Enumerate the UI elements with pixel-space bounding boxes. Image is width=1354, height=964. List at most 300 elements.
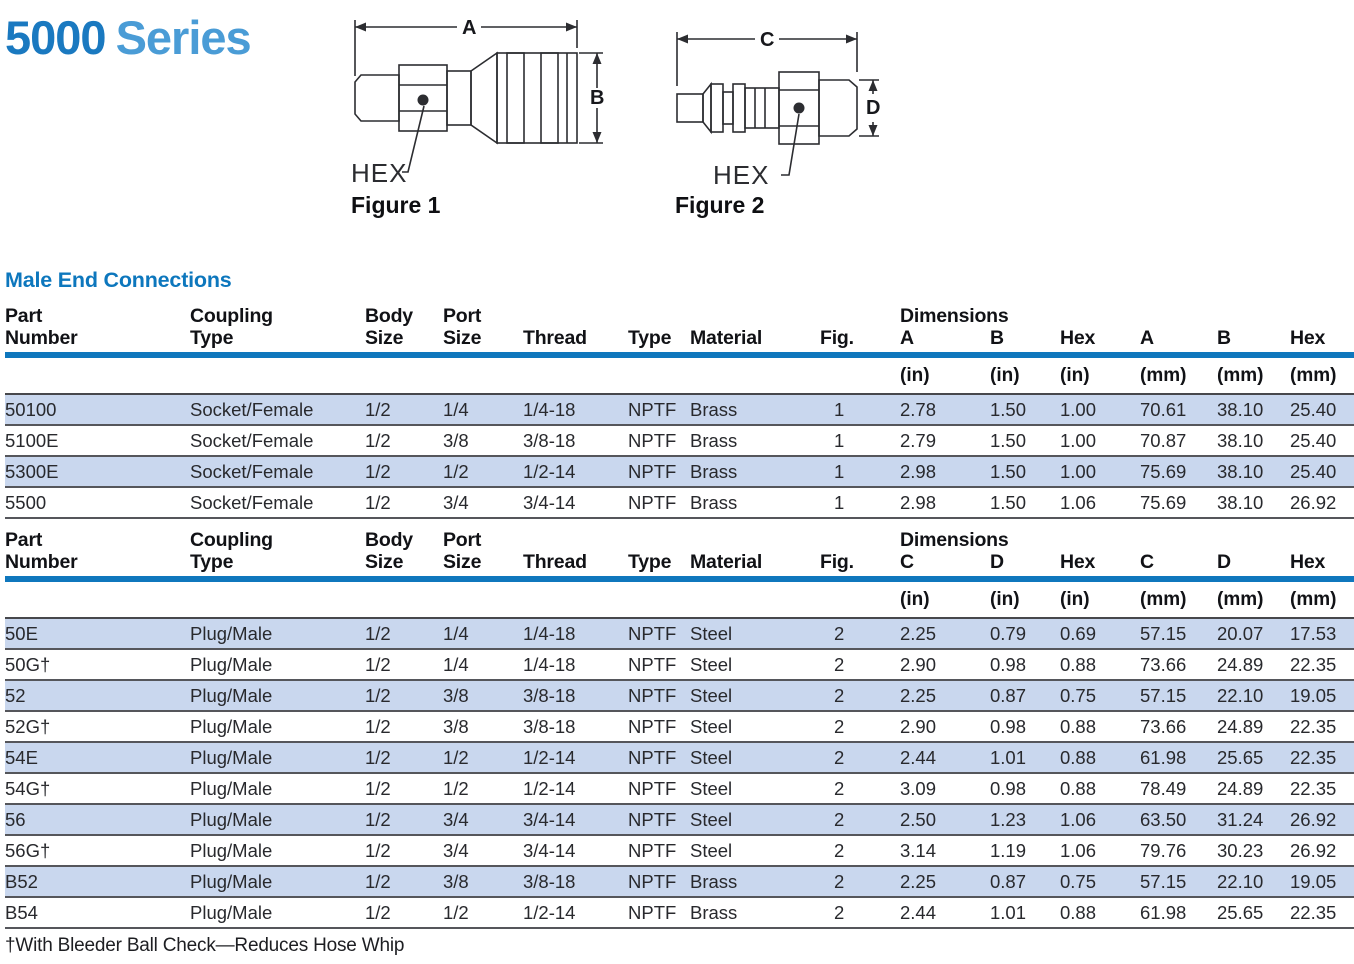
cell-hex-in: 1.00	[1060, 456, 1140, 487]
unit-cell	[190, 355, 365, 394]
cell-thread: 3/8-18	[523, 425, 628, 456]
dimension-label-a: A	[462, 17, 477, 39]
cell-dim-c-mm: 73.66	[1140, 711, 1217, 742]
cell-thread: 3/8-18	[523, 866, 628, 897]
plug-ridge-1	[711, 84, 723, 132]
table-row-56	[5, 804, 1354, 835]
cell-fig: 2	[820, 711, 900, 742]
cell-hex-mm: 25.40	[1290, 394, 1354, 425]
unit-cell	[690, 579, 820, 618]
column-header-body-size	[365, 527, 443, 579]
header-line2: Size	[365, 551, 404, 573]
cell-body-size: 1/2	[365, 680, 443, 711]
header-line1: Coupling	[190, 305, 273, 327]
cell-thread: 3/4-14	[523, 835, 628, 866]
column-header-port-size	[443, 527, 523, 579]
cell-dim-d-mm: 30.23	[1217, 835, 1290, 866]
header-line1: Body	[365, 305, 413, 327]
cell-part-number: 56G†	[5, 835, 190, 866]
cell-dim-d-in: 0.98	[990, 773, 1060, 804]
cell-port-size: 3/4	[443, 804, 523, 835]
cell-part-number: 5300E	[5, 456, 190, 487]
cell-port-size: 3/8	[443, 425, 523, 456]
cell-part-number: B52	[5, 866, 190, 897]
header-line2: D	[990, 551, 1004, 573]
cell-dim-c-mm: 73.66	[1140, 649, 1217, 680]
cell-dim-c-in: 2.90	[900, 649, 990, 680]
header-line2: Hex	[1290, 551, 1326, 573]
cell-hex-in: 1.06	[1060, 487, 1140, 518]
column-header-hex-in	[1060, 303, 1140, 355]
unit-cell: (mm)	[1217, 355, 1290, 394]
knurl-band-2	[541, 53, 558, 143]
male-thread	[355, 75, 399, 121]
cell-hex-in: 0.69	[1060, 618, 1140, 649]
cell-coupling-type: Plug/Male	[190, 649, 365, 680]
header-line2: Hex	[1290, 327, 1326, 349]
cell-dim-b-in: 1.50	[990, 394, 1060, 425]
column-header-dim-a-in	[900, 303, 1009, 355]
cell-dim-d-in: 0.79	[990, 618, 1060, 649]
cell-hex-mm: 26.92	[1290, 835, 1354, 866]
column-header-hex-mm	[1290, 303, 1354, 355]
cell-thread: 1/4-18	[523, 394, 628, 425]
unit-cell	[690, 355, 820, 394]
cell-port-size: 3/8	[443, 680, 523, 711]
cell-dim-a-mm: 75.69	[1140, 456, 1217, 487]
cell-type: NPTF	[628, 866, 690, 897]
cell-port-size: 3/8	[443, 866, 523, 897]
unit-cell	[628, 579, 690, 618]
arrow-down-icon	[593, 132, 602, 143]
arrow-up-icon	[869, 80, 878, 91]
header-line2: Thread	[523, 327, 587, 349]
sleeve-body	[497, 53, 577, 143]
cell-coupling-type: Plug/Male	[190, 866, 365, 897]
header-line1: Port	[443, 305, 482, 327]
figure-2-drawing	[663, 8, 913, 224]
unit-cell: (in)	[990, 579, 1060, 618]
plug-rib-lines	[755, 88, 765, 128]
cell-thread: 1/2-14	[523, 773, 628, 804]
column-header-coupling-type	[190, 527, 365, 579]
cell-part-number: 52	[5, 680, 190, 711]
cell-hex-in: 0.88	[1060, 773, 1140, 804]
cell-fig: 2	[820, 804, 900, 835]
cell-part-number: 54E	[5, 742, 190, 773]
table-row-50G†	[5, 649, 1354, 680]
cell-part-number: 5500	[5, 487, 190, 518]
cell-fig: 2	[820, 649, 900, 680]
cell-coupling-type: Plug/Male	[190, 835, 365, 866]
cell-hex-in: 0.88	[1060, 897, 1140, 928]
cell-thread: 3/4-14	[523, 804, 628, 835]
cell-port-size: 3/4	[443, 835, 523, 866]
hex-callout-dot	[418, 95, 429, 106]
arrow-up-icon	[593, 53, 602, 64]
cell-dim-b-mm: 38.10	[1217, 487, 1290, 518]
page-title	[5, 10, 345, 65]
cell-dim-d-mm: 22.10	[1217, 866, 1290, 897]
sleeve-cone	[471, 53, 497, 143]
cell-type: NPTF	[628, 394, 690, 425]
cell-dim-d-in: 0.98	[990, 649, 1060, 680]
cell-dim-c-mm: 78.49	[1140, 773, 1217, 804]
plug-ridge-2	[733, 84, 745, 132]
cell-part-number: 5100E	[5, 425, 190, 456]
cell-part-number: 52G†	[5, 711, 190, 742]
cell-dim-d-in: 1.01	[990, 742, 1060, 773]
cell-coupling-type: Plug/Male	[190, 680, 365, 711]
cell-fig: 2	[820, 897, 900, 928]
cell-hex-mm: 19.05	[1290, 680, 1354, 711]
cell-dim-d-mm: 24.89	[1217, 711, 1290, 742]
cell-material: Brass	[690, 425, 820, 456]
cell-material: Steel	[690, 618, 820, 649]
cell-material: Brass	[690, 866, 820, 897]
column-header-dim-c-in	[900, 527, 1009, 579]
unit-cell: (in)	[990, 355, 1060, 394]
header-line2: Hex	[1060, 327, 1096, 349]
cell-hex-mm: 22.35	[1290, 897, 1354, 928]
cell-fig: 1	[820, 394, 900, 425]
column-header-dim-a-mm	[1140, 303, 1217, 355]
cell-coupling-type: Plug/Male	[190, 773, 365, 804]
unit-cell	[190, 579, 365, 618]
table-row-52G†	[5, 711, 1354, 742]
cell-coupling-type: Plug/Male	[190, 742, 365, 773]
cell-dim-d-in: 0.87	[990, 680, 1060, 711]
cell-hex-mm: 22.35	[1290, 711, 1354, 742]
cell-thread: 1/2-14	[523, 897, 628, 928]
cell-hex-mm: 22.35	[1290, 773, 1354, 804]
dimension-label-c: C	[760, 29, 775, 51]
cell-body-size: 1/2	[365, 773, 443, 804]
table-row-B54	[5, 897, 1354, 928]
cell-dim-d-mm: 22.10	[1217, 680, 1290, 711]
cell-body-size: 1/2	[365, 425, 443, 456]
cell-part-number: 50E	[5, 618, 190, 649]
dimension-label-b: B	[590, 87, 605, 109]
header-row	[5, 303, 1354, 355]
header-line2: Type	[190, 327, 234, 349]
arrow-right-icon	[846, 35, 857, 44]
table-row-5500	[5, 487, 1354, 518]
cell-hex-mm: 26.92	[1290, 804, 1354, 835]
cell-type: NPTF	[628, 425, 690, 456]
unit-cell	[523, 579, 628, 618]
cell-fig: 1	[820, 456, 900, 487]
unit-cell	[820, 355, 900, 394]
unit-cell: (mm)	[1217, 579, 1290, 618]
cell-material: Steel	[690, 773, 820, 804]
cell-hex-in: 1.00	[1060, 394, 1140, 425]
arrow-right-icon	[566, 23, 577, 32]
cell-port-size: 1/2	[443, 897, 523, 928]
arrow-down-icon	[869, 125, 878, 136]
header-line1: Port	[443, 529, 482, 551]
table-row-50E	[5, 618, 1354, 649]
cell-dim-d-mm: 20.07	[1217, 618, 1290, 649]
unit-cell: (in)	[1060, 355, 1140, 394]
cell-dim-d-mm: 25.65	[1217, 897, 1290, 928]
cell-hex-mm: 22.35	[1290, 649, 1354, 680]
unit-cell: (in)	[900, 579, 990, 618]
cell-dim-c-mm: 57.15	[1140, 866, 1217, 897]
cell-port-size: 1/2	[443, 742, 523, 773]
table-header	[5, 527, 1354, 618]
cell-body-size: 1/2	[365, 394, 443, 425]
unit-cell	[365, 579, 443, 618]
header-line2: Number	[5, 551, 78, 573]
cell-port-size: 1/4	[443, 618, 523, 649]
column-header-type	[628, 527, 690, 579]
cell-port-size: 3/8	[443, 711, 523, 742]
cell-port-size: 1/2	[443, 773, 523, 804]
column-header-material	[690, 527, 820, 579]
section-heading: Male End Connections	[5, 268, 232, 292]
unit-cell	[443, 355, 523, 394]
table-row-B52	[5, 866, 1354, 897]
column-header-thread	[523, 303, 628, 355]
cell-body-size: 1/2	[365, 835, 443, 866]
cell-part-number: B54	[5, 897, 190, 928]
cell-thread: 1/2-14	[523, 456, 628, 487]
units-row	[5, 355, 1354, 394]
cell-fig: 1	[820, 487, 900, 518]
unit-cell: (in)	[1060, 579, 1140, 618]
cell-part-number: 54G†	[5, 773, 190, 804]
cell-dim-c-mm: 61.98	[1140, 897, 1217, 928]
arrow-left-icon	[355, 23, 366, 32]
cell-dim-c-mm: 79.76	[1140, 835, 1217, 866]
cell-dim-d-in: 1.01	[990, 897, 1060, 928]
cell-body-size: 1/2	[365, 897, 443, 928]
header-line2: D	[1217, 551, 1231, 573]
column-header-hex-in	[1060, 527, 1140, 579]
table-row-54G†	[5, 773, 1354, 804]
cell-hex-in: 1.00	[1060, 425, 1140, 456]
header-line2: A	[900, 327, 914, 349]
cell-body-size: 1/2	[365, 456, 443, 487]
header-line2: Size	[443, 551, 482, 573]
cell-dim-a-mm: 70.61	[1140, 394, 1217, 425]
cell-coupling-type: Socket/Female	[190, 456, 365, 487]
cell-dim-c-in: 2.50	[900, 804, 990, 835]
cell-hex-mm: 19.05	[1290, 866, 1354, 897]
cell-type: NPTF	[628, 649, 690, 680]
cell-dim-d-mm: 31.24	[1217, 804, 1290, 835]
figure-2-caption: Figure 2	[675, 192, 765, 218]
unit-cell: (in)	[900, 355, 990, 394]
series-word: Series	[115, 11, 251, 64]
header-line2: C	[1140, 551, 1154, 573]
cell-dim-a-mm: 75.69	[1140, 487, 1217, 518]
dimensions-group-label: Dimensions	[900, 305, 1009, 327]
cell-dim-c-in: 2.44	[900, 897, 990, 928]
unit-cell: (mm)	[1290, 355, 1354, 394]
cell-fig: 2	[820, 773, 900, 804]
header-line2: Type	[628, 551, 672, 573]
header-line2: B	[1217, 327, 1231, 349]
plug-groove	[723, 92, 733, 124]
cell-dim-c-in: 3.09	[900, 773, 990, 804]
cell-dim-b-in: 1.50	[990, 456, 1060, 487]
cell-port-size: 1/4	[443, 394, 523, 425]
cell-dim-c-in: 2.44	[900, 742, 990, 773]
cell-material: Steel	[690, 804, 820, 835]
cell-dim-c-in: 2.25	[900, 680, 990, 711]
table-row-56G†	[5, 835, 1354, 866]
cell-type: NPTF	[628, 804, 690, 835]
cell-body-size: 1/2	[365, 866, 443, 897]
cell-material: Steel	[690, 742, 820, 773]
plug-cone	[703, 84, 711, 132]
cell-part-number: 50100	[5, 394, 190, 425]
plug-body	[745, 88, 779, 128]
cell-hex-in: 1.06	[1060, 804, 1140, 835]
header-area	[5, 8, 1354, 224]
cell-hex-in: 1.06	[1060, 835, 1140, 866]
cell-dim-a-in: 2.78	[900, 394, 990, 425]
cell-material: Brass	[690, 897, 820, 928]
cell-dim-d-in: 0.98	[990, 711, 1060, 742]
cell-material: Steel	[690, 711, 820, 742]
cell-thread: 3/8-18	[523, 711, 628, 742]
cell-body-size: 1/2	[365, 711, 443, 742]
header-line2: Type	[628, 327, 672, 349]
table-body	[5, 618, 1354, 928]
units-row	[5, 579, 1354, 618]
unit-cell: (mm)	[1290, 579, 1354, 618]
header-line2: Size	[365, 327, 404, 349]
plug-tip	[677, 94, 703, 122]
table-row-50100	[5, 394, 1354, 425]
cell-dim-c-in: 2.25	[900, 866, 990, 897]
column-header-fig	[820, 303, 900, 355]
cell-dim-b-mm: 38.10	[1217, 425, 1290, 456]
cell-material: Brass	[690, 456, 820, 487]
header-line1: Part	[5, 529, 43, 551]
header-line2: B	[990, 327, 1004, 349]
cell-port-size: 1/2	[443, 456, 523, 487]
cell-hex-mm: 17.53	[1290, 618, 1354, 649]
unit-cell	[523, 355, 628, 394]
cell-body-size: 1/2	[365, 804, 443, 835]
cell-thread: 3/8-18	[523, 680, 628, 711]
column-header-type	[628, 303, 690, 355]
cell-material: Steel	[690, 680, 820, 711]
cell-dim-c-in: 2.90	[900, 711, 990, 742]
cell-hex-mm: 26.92	[1290, 487, 1354, 518]
unit-cell: (mm)	[1140, 355, 1217, 394]
cell-dim-a-mm: 70.87	[1140, 425, 1217, 456]
column-header-port-size	[443, 303, 523, 355]
dimension-label-d: D	[866, 97, 881, 119]
cell-fig: 2	[820, 618, 900, 649]
unit-cell	[628, 355, 690, 394]
cell-dim-d-mm: 25.65	[1217, 742, 1290, 773]
cell-hex-in: 0.75	[1060, 680, 1140, 711]
cell-coupling-type: Plug/Male	[190, 897, 365, 928]
header-line2: Material	[690, 551, 763, 573]
cell-coupling-type: Socket/Female	[190, 394, 365, 425]
header-line2: Thread	[523, 551, 587, 573]
dimensions-group-label: Dimensions	[900, 529, 1009, 551]
cell-type: NPTF	[628, 618, 690, 649]
cell-dim-c-mm: 63.50	[1140, 804, 1217, 835]
column-header-body-size	[365, 303, 443, 355]
header-line2: Fig.	[820, 327, 854, 349]
header-line2: A	[1140, 327, 1154, 349]
cell-dim-c-mm: 57.15	[1140, 680, 1217, 711]
header-line2: Number	[5, 327, 78, 349]
collar	[447, 71, 471, 125]
cell-part-number: 56	[5, 804, 190, 835]
cell-coupling-type: Plug/Male	[190, 711, 365, 742]
cell-hex-in: 0.88	[1060, 711, 1140, 742]
cell-type: NPTF	[628, 456, 690, 487]
cell-dim-b-in: 1.50	[990, 425, 1060, 456]
header-line2: Hex	[1060, 551, 1096, 573]
column-header-thread	[523, 527, 628, 579]
header-line2: Fig.	[820, 551, 854, 573]
column-header-dim-b-mm	[1217, 303, 1290, 355]
cell-body-size: 1/2	[365, 487, 443, 518]
table-row-5100E	[5, 425, 1354, 456]
cell-dim-d-in: 1.19	[990, 835, 1060, 866]
column-header-coupling-type	[190, 303, 365, 355]
column-header-dim-d-mm	[1217, 527, 1290, 579]
cell-type: NPTF	[628, 897, 690, 928]
cell-material: Brass	[690, 394, 820, 425]
cell-hex-mm: 25.40	[1290, 456, 1354, 487]
column-header-part-number	[5, 527, 190, 579]
cell-dim-c-mm: 57.15	[1140, 618, 1217, 649]
socket-female-table	[5, 303, 1354, 519]
cell-part-number: 50G†	[5, 649, 190, 680]
unit-cell	[820, 579, 900, 618]
cell-thread: 1/4-18	[523, 649, 628, 680]
knurl-band-1	[507, 53, 524, 143]
cell-dim-d-in: 0.87	[990, 866, 1060, 897]
column-header-fig	[820, 527, 900, 579]
cell-material: Steel	[690, 649, 820, 680]
cell-port-size: 1/4	[443, 649, 523, 680]
column-header-hex-mm	[1290, 527, 1354, 579]
hex-label: HEX	[713, 160, 770, 190]
header-line1: Body	[365, 529, 413, 551]
cell-dim-a-in: 2.98	[900, 487, 990, 518]
cell-dim-b-in: 1.50	[990, 487, 1060, 518]
male-thread	[819, 80, 857, 136]
column-header-part-number	[5, 303, 190, 355]
cell-hex-in: 0.88	[1060, 742, 1140, 773]
cell-port-size: 3/4	[443, 487, 523, 518]
cell-dim-b-mm: 38.10	[1217, 456, 1290, 487]
column-header-material	[690, 303, 820, 355]
header-line2: Material	[690, 327, 763, 349]
cell-hex-in: 0.88	[1060, 649, 1140, 680]
header-line2: Type	[190, 551, 234, 573]
hex-callout-dot	[794, 103, 805, 114]
header-line2: C	[900, 551, 914, 573]
unit-cell	[5, 579, 190, 618]
cell-type: NPTF	[628, 680, 690, 711]
cell-material: Brass	[690, 487, 820, 518]
cell-coupling-type: Plug/Male	[190, 804, 365, 835]
cell-type: NPTF	[628, 487, 690, 518]
